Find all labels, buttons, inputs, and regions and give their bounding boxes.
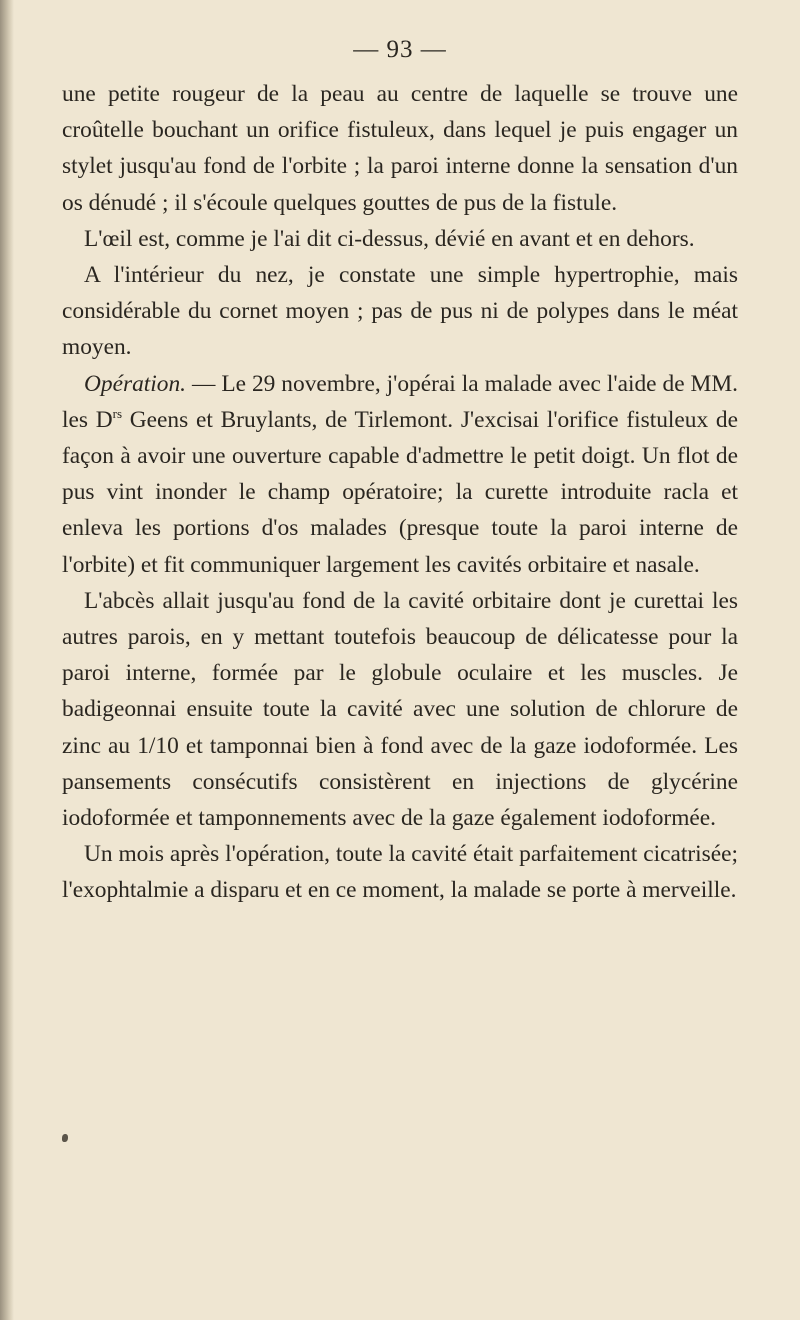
- paragraph-5: L'abcès allait jusqu'au fond de la cavité orbitaire dont je curettai les autres parois, en y mettant toutefois beaucoup de délicatesse pour la paroi interne, formée par le globule oculaire et les muscles. Je badigeonnai ensuite toute la cavité avec une solution de chlorure de zinc au 1/10 et tamponnai bien à fond avec de la gaze iodoformée. Les pansements consécutifs consistèrent en injections de glycérine iodoformée et tamponnements avec de la gaze également iodoformée.: [62, 587, 738, 832]
- page-edge-shadow: [0, 0, 14, 1320]
- section-title-operation: Opération.: [84, 370, 187, 397]
- paragraph-3: A l'intérieur du nez, je constate une simple hypertrophie, mais considérable du cornet moyen ; pas de pus ni de polypes dans le méat moyen.: [62, 262, 738, 361]
- paragraph-6: Un mois après l'opération, toute la cavité était parfaitement cicatrisée; l'exophtalmie a disparu et en ce moment, la malade se porte à merveille.: [62, 841, 738, 904]
- paragraph-4-text-b: Geens et Bruylants, de Tirlemont. J'excisai l'orifice fistuleux de façon à avoir une ouverture capable d'admettre le petit doigt. Un flot de pus vint inonder le champ opératoire; la curette introduite racla et enleva les portions d'os malades (presque toute la paroi interne de l'orbite) et fit communiquer largement les cavités orbitaire et nasale.: [62, 406, 738, 578]
- text-body: [62, 76, 738, 909]
- paragraph-2: L'œil est, comme je l'ai dit ci-dessus, dévié en avant et en dehors.: [84, 225, 695, 252]
- page-number: — 93 —: [353, 36, 447, 63]
- paragraph-4-text-a: — Le 29 novembre, j'opérai la malade avec l'aide de MM. les D: [62, 370, 738, 433]
- doctors-abbrev-superscript: rs: [112, 406, 123, 422]
- paragraph-4: [62, 366, 738, 583]
- ink-speck: [62, 1134, 68, 1142]
- paragraph-1: une petite rougeur de la peau au centre de laquelle se trouve une croûtelle bouchant un orifice fistuleux, dans lequel je puis engager un stylet jusqu'au fond de l'orbite ; la paroi interne donne la sensation d'un os dénudé ; il s'écoule quelques gouttes de pus de la fistule.: [62, 81, 738, 216]
